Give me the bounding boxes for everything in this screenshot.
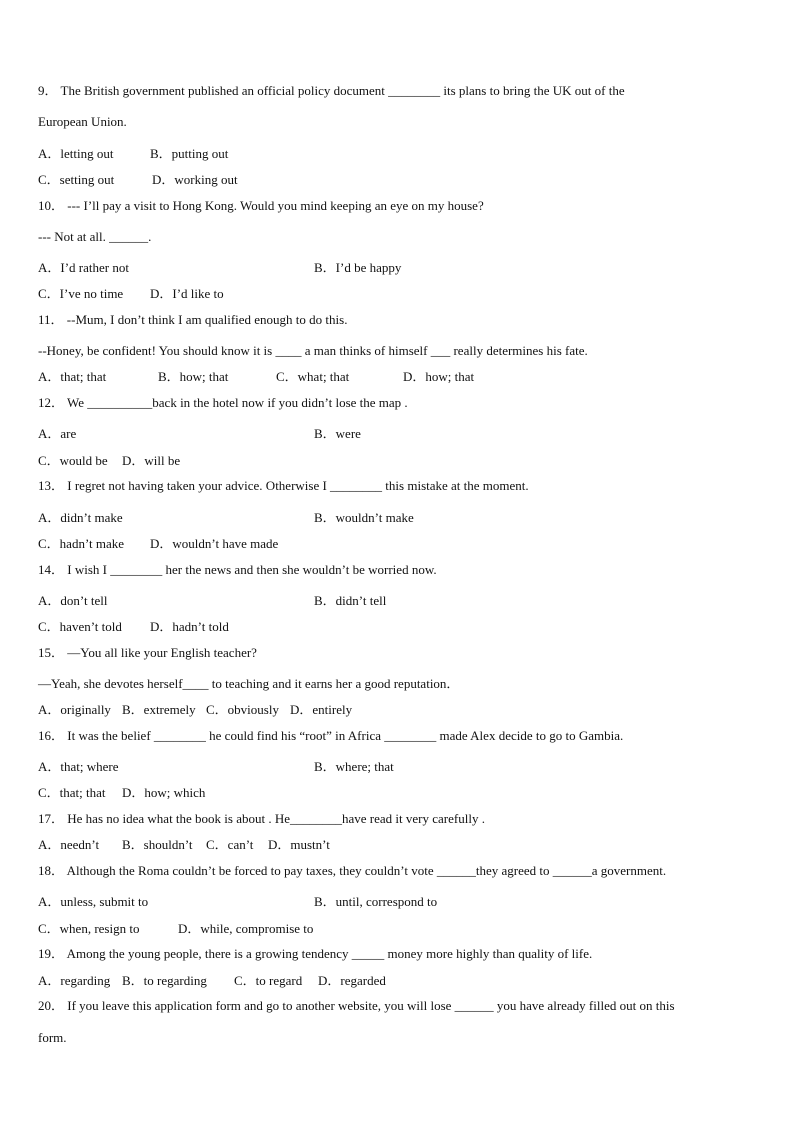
- option-a[interactable]: A．letting out: [38, 146, 114, 161]
- option-d[interactable]: D．will be: [122, 453, 181, 468]
- question-stem: If you leave this application form and go to another website, you will lose ______ you have already filled out on this: [67, 998, 675, 1013]
- option-c[interactable]: C．can’t: [206, 837, 254, 852]
- question-number: 10．: [38, 198, 65, 213]
- option-c[interactable]: C．what; that: [276, 369, 350, 384]
- question-number: 20．: [38, 998, 65, 1013]
- question-stem-continued: form.: [38, 1030, 67, 1045]
- option-b[interactable]: B．wouldn’t make: [314, 510, 414, 525]
- question-stem: —You all like your English teacher?: [67, 645, 257, 660]
- question-number: 9．: [38, 83, 58, 98]
- option-c[interactable]: C．would be: [38, 453, 108, 468]
- question-stem: I regret not having taken your advice. Otherwise I ________ this mistake at the moment.: [67, 478, 529, 493]
- question-number: 17．: [38, 811, 65, 826]
- question-number: 15．: [38, 645, 65, 660]
- question-12: [38, 395, 408, 411]
- option-b[interactable]: B．didn’t tell: [314, 593, 387, 608]
- option-c[interactable]: C．obviously: [206, 702, 279, 717]
- option-b[interactable]: B．until, correspond to: [314, 894, 438, 909]
- option-c[interactable]: C．setting out: [38, 172, 115, 187]
- option-c[interactable]: C．to regard: [234, 973, 303, 988]
- question-stem-continued: European Union.: [38, 114, 127, 129]
- option-d[interactable]: D．how; which: [122, 785, 206, 800]
- question-stem-continued: —Yeah, she devotes herself____ to teaching and it earns her a good reputation．: [38, 676, 460, 691]
- option-b[interactable]: B．putting out: [150, 146, 229, 161]
- option-c[interactable]: C．when, resign to: [38, 921, 140, 936]
- option-b[interactable]: B．to regarding: [122, 973, 207, 988]
- option-b[interactable]: B．where; that: [314, 759, 394, 774]
- question-14: [38, 562, 437, 578]
- question-stem-continued: --Honey, be confident! You should know it is ____ a man thinks of himself ___ really determines his fate.: [38, 343, 588, 358]
- question-stem: I wish I ________ her the news and then she wouldn’t be worried now.: [67, 562, 437, 577]
- option-d[interactable]: D．wouldn’t have made: [150, 536, 279, 551]
- question-17: [38, 811, 485, 827]
- option-a[interactable]: A．didn’t make: [38, 510, 123, 525]
- option-a[interactable]: A．originally: [38, 702, 111, 717]
- question-stem: He has no idea what the book is about . He________have read it very carefully .: [67, 811, 485, 826]
- option-a[interactable]: A．are: [38, 426, 77, 441]
- option-a[interactable]: A．that; where: [38, 759, 119, 774]
- question-stem: --- I’ll pay a visit to Hong Kong. Would you mind keeping an eye on my house?: [67, 198, 484, 213]
- option-d[interactable]: D．while, compromise to: [178, 921, 314, 936]
- question-number: 16．: [38, 728, 65, 743]
- option-a[interactable]: A．don’t tell: [38, 593, 108, 608]
- question-number: 11．: [38, 312, 64, 327]
- option-d[interactable]: D．I’d like to: [150, 286, 224, 301]
- question-stem-continued: --- Not at all. ______.: [38, 229, 152, 244]
- question-13: [38, 478, 529, 494]
- question-number: 13．: [38, 478, 65, 493]
- question-stem: Although the Roma couldn’t be forced to pay taxes, they couldn’t vote ______they agreed to ______a government.: [66, 863, 667, 878]
- option-b[interactable]: B．how; that: [158, 369, 229, 384]
- option-d[interactable]: D．regarded: [318, 973, 386, 988]
- question-number: 19．: [38, 946, 65, 961]
- option-d[interactable]: D．hadn’t told: [150, 619, 229, 634]
- option-a[interactable]: A．unless, submit to: [38, 894, 149, 909]
- question-20: [38, 998, 675, 1014]
- option-d[interactable]: D．how; that: [403, 369, 475, 384]
- question-19: [38, 946, 592, 962]
- option-d[interactable]: D．entirely: [290, 702, 353, 717]
- option-c[interactable]: C．hadn’t make: [38, 536, 125, 551]
- question-16: [38, 728, 623, 744]
- question-stem: --Mum, I don’t think I am qualified enough to do this.: [66, 312, 348, 327]
- question-stem: We __________back in the hotel now if you didn’t lose the map .: [67, 395, 408, 410]
- option-a[interactable]: A．that; that: [38, 369, 107, 384]
- option-a[interactable]: A．regarding: [38, 973, 111, 988]
- question-11: [38, 312, 347, 328]
- option-b[interactable]: B．shouldn’t: [122, 837, 193, 852]
- option-b[interactable]: B．I’d be happy: [314, 260, 402, 275]
- question-stem: The British government published an official policy document ________ its plans to bring the UK out of the: [60, 83, 625, 98]
- option-d[interactable]: D．working out: [152, 172, 238, 187]
- option-c[interactable]: C．that; that: [38, 785, 106, 800]
- question-stem: It was the belief ________ he could find his “root” in Africa ________ made Alex decide to go to Gambia.: [67, 728, 624, 743]
- option-b[interactable]: B．were: [314, 426, 361, 441]
- question-18: [38, 863, 666, 879]
- option-d[interactable]: D．mustn’t: [268, 837, 330, 852]
- option-a[interactable]: A．I’d rather not: [38, 260, 129, 275]
- question-9: [38, 83, 625, 99]
- question-10: [38, 198, 484, 214]
- option-a[interactable]: A．needn’t: [38, 837, 100, 852]
- question-number: 18．: [38, 863, 65, 878]
- question-number: 12．: [38, 395, 65, 410]
- option-c[interactable]: C．I’ve no time: [38, 286, 124, 301]
- option-b[interactable]: B．extremely: [122, 702, 196, 717]
- question-number: 14．: [38, 562, 65, 577]
- option-c[interactable]: C．haven’t told: [38, 619, 122, 634]
- question-stem: Among the young people, there is a growing tendency _____ money more highly than quality of life.: [66, 946, 593, 961]
- question-15: [38, 645, 257, 661]
